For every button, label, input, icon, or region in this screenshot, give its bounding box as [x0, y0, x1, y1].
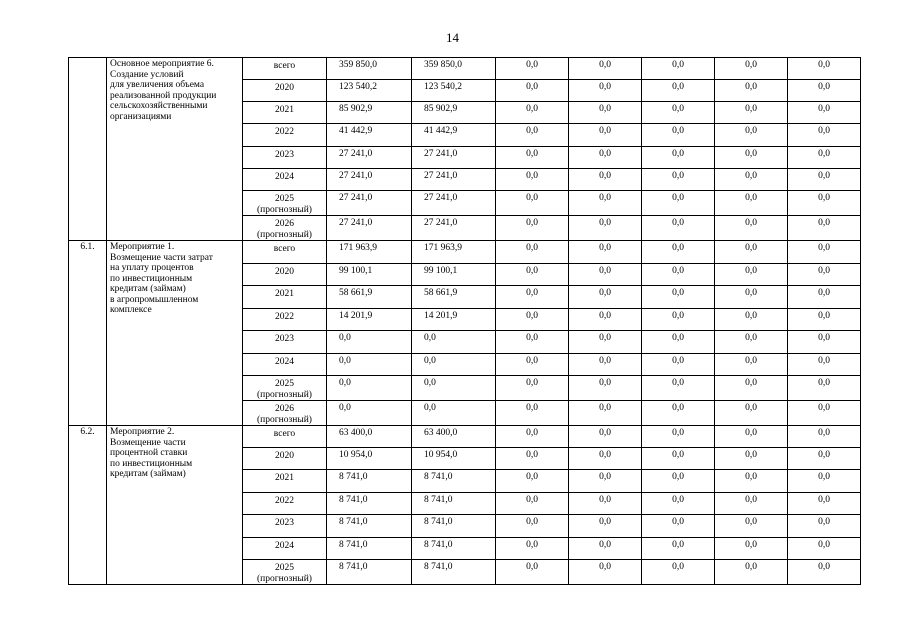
item-name-line: по инвестиционным — [110, 273, 193, 284]
year-cell — [243, 309, 327, 331]
value-cell: 0,0 — [788, 538, 861, 560]
value-cell: 0,0 — [496, 376, 569, 401]
value-cell: 359 850,0 — [327, 58, 412, 80]
value-cell: 0,0 — [496, 493, 569, 515]
value-cell: 0,0 — [569, 354, 642, 376]
year-label: 2025 — [275, 194, 294, 204]
item-name-line: кредитам (займам) — [110, 284, 186, 294]
value-cell: 0,0 — [715, 354, 788, 376]
value-cell: 0,0 — [788, 309, 861, 331]
item-name-line: Мероприятие 1. — [110, 242, 175, 252]
item-name — [107, 241, 243, 426]
forecast-note: (прогнозный) — [257, 204, 312, 215]
value-cell: 0,0 — [496, 191, 569, 216]
year-label: 2021 — [275, 473, 294, 483]
value-cell: 0,0 — [412, 401, 496, 426]
table-row — [69, 241, 861, 264]
value-cell: 171 963,9 — [412, 241, 496, 264]
budget-table — [68, 57, 861, 585]
value-cell: 0,0 — [569, 80, 642, 102]
value-cell: 0,0 — [642, 493, 715, 515]
value-cell: 0,0 — [496, 309, 569, 331]
value-cell: 0,0 — [496, 401, 569, 426]
year-label: 2020 — [275, 267, 294, 277]
value-cell: 0,0 — [569, 191, 642, 216]
year-label: 2021 — [275, 105, 294, 115]
value-cell: 0,0 — [569, 401, 642, 426]
year-cell — [243, 560, 327, 585]
value-cell: 0,0 — [715, 493, 788, 515]
value-cell: 8 741,0 — [327, 538, 412, 560]
year-cell — [243, 80, 327, 102]
value-cell: 27 241,0 — [327, 216, 412, 241]
value-cell: 0,0 — [496, 124, 569, 147]
value-cell: 0,0 — [788, 264, 861, 286]
value-cell: 8 741,0 — [412, 560, 496, 585]
year-label: 2022 — [275, 496, 294, 506]
value-cell: 0,0 — [496, 560, 569, 585]
value-cell: 0,0 — [642, 286, 715, 309]
value-cell: 0,0 — [412, 331, 496, 354]
value-cell: 63 400,0 — [327, 426, 412, 448]
value-cell: 0,0 — [412, 354, 496, 376]
value-cell: 0,0 — [715, 515, 788, 538]
value-cell: 0,0 — [496, 426, 569, 448]
year-label: 2023 — [275, 518, 294, 528]
value-cell: 0,0 — [327, 401, 412, 426]
value-cell: 0,0 — [569, 241, 642, 264]
year-label: 2024 — [275, 541, 294, 551]
value-cell: 0,0 — [715, 191, 788, 216]
year-cell — [243, 216, 327, 241]
value-cell: 41 442,9 — [412, 124, 496, 147]
value-cell: 0,0 — [569, 309, 642, 331]
value-cell: 99 100,1 — [412, 264, 496, 286]
table-row — [69, 426, 861, 448]
value-cell: 0,0 — [327, 376, 412, 401]
value-cell: 8 741,0 — [412, 493, 496, 515]
item-number: 6.1. — [69, 241, 107, 426]
value-cell: 0,0 — [788, 354, 861, 376]
year-cell — [243, 169, 327, 191]
year-label: 2026 — [275, 404, 294, 414]
value-cell: 0,0 — [715, 286, 788, 309]
year-cell — [243, 147, 327, 169]
value-cell: 0,0 — [788, 102, 861, 124]
value-cell: 27 241,0 — [327, 191, 412, 216]
value-cell: 0,0 — [642, 376, 715, 401]
table-row — [69, 58, 861, 80]
value-cell: 0,0 — [642, 560, 715, 585]
value-cell: 0,0 — [788, 286, 861, 309]
value-cell: 0,0 — [715, 309, 788, 331]
value-cell: 58 661,9 — [412, 286, 496, 309]
item-name — [107, 58, 243, 241]
value-cell: 8 741,0 — [327, 493, 412, 515]
year-label: 2020 — [275, 83, 294, 93]
value-cell: 8 741,0 — [327, 470, 412, 493]
value-cell: 0,0 — [788, 80, 861, 102]
item-name-line: Создание условий — [110, 69, 184, 80]
value-cell: 0,0 — [642, 331, 715, 354]
value-cell: 0,0 — [715, 470, 788, 493]
value-cell: 0,0 — [788, 560, 861, 585]
value-cell: 10 954,0 — [412, 448, 496, 470]
value-cell: 0,0 — [496, 102, 569, 124]
value-cell: 0,0 — [788, 241, 861, 264]
value-cell: 0,0 — [642, 147, 715, 169]
value-cell: 63 400,0 — [412, 426, 496, 448]
year-cell — [243, 241, 327, 264]
year-label: 2025 — [275, 563, 294, 573]
forecast-note: (прогнозный) — [257, 573, 312, 584]
item-number: 6.2. — [69, 426, 107, 585]
year-cell — [243, 426, 327, 448]
item-name — [107, 426, 243, 585]
value-cell: 0,0 — [788, 401, 861, 426]
value-cell: 0,0 — [569, 538, 642, 560]
item-name-line: кредитам (займам) — [110, 469, 186, 479]
value-cell: 0,0 — [642, 354, 715, 376]
value-cell: 0,0 — [642, 470, 715, 493]
value-cell: 0,0 — [569, 286, 642, 309]
value-cell: 0,0 — [327, 354, 412, 376]
value-cell: 0,0 — [788, 191, 861, 216]
value-cell: 0,0 — [715, 80, 788, 102]
value-cell: 8 741,0 — [412, 515, 496, 538]
value-cell: 0,0 — [496, 241, 569, 264]
value-cell: 0,0 — [569, 102, 642, 124]
value-cell: 0,0 — [788, 147, 861, 169]
value-cell: 0,0 — [569, 560, 642, 585]
item-name-line: Мероприятие 2. — [110, 427, 175, 437]
value-cell: 27 241,0 — [327, 147, 412, 169]
value-cell: 0,0 — [327, 331, 412, 354]
year-cell — [243, 448, 327, 470]
value-cell: 8 741,0 — [412, 538, 496, 560]
year-cell — [243, 515, 327, 538]
value-cell: 0,0 — [642, 448, 715, 470]
value-cell: 0,0 — [642, 169, 715, 191]
value-cell: 0,0 — [788, 515, 861, 538]
item-name-line: Возмещение части затрат — [110, 252, 213, 263]
year-cell — [243, 191, 327, 216]
item-name-line: на уплату процентов — [110, 263, 194, 273]
value-cell: 0,0 — [715, 401, 788, 426]
value-cell: 0,0 — [788, 448, 861, 470]
value-cell: 0,0 — [569, 331, 642, 354]
value-cell: 0,0 — [569, 169, 642, 191]
value-cell: 8 741,0 — [327, 515, 412, 538]
value-cell: 0,0 — [569, 216, 642, 241]
value-cell: 0,0 — [715, 124, 788, 147]
value-cell: 0,0 — [496, 80, 569, 102]
value-cell: 0,0 — [496, 58, 569, 80]
value-cell: 0,0 — [569, 58, 642, 80]
value-cell: 123 540,2 — [327, 80, 412, 102]
year-label: 2024 — [275, 172, 294, 182]
value-cell: 0,0 — [788, 493, 861, 515]
year-cell — [243, 264, 327, 286]
value-cell: 8 741,0 — [412, 470, 496, 493]
value-cell: 27 241,0 — [412, 147, 496, 169]
value-cell: 0,0 — [642, 264, 715, 286]
value-cell: 0,0 — [569, 470, 642, 493]
value-cell: 85 902,9 — [412, 102, 496, 124]
value-cell: 99 100,1 — [327, 264, 412, 286]
year-label: всего — [273, 429, 296, 439]
value-cell: 14 201,9 — [327, 309, 412, 331]
value-cell: 0,0 — [715, 376, 788, 401]
value-cell: 0,0 — [715, 102, 788, 124]
value-cell: 0,0 — [496, 264, 569, 286]
value-cell: 27 241,0 — [412, 216, 496, 241]
value-cell: 0,0 — [788, 331, 861, 354]
year-label: 2026 — [275, 219, 294, 229]
item-name-line: в агропромышленном — [110, 294, 199, 305]
value-cell: 0,0 — [642, 216, 715, 241]
item-name-line: Основное мероприятие 6. — [110, 59, 214, 69]
year-cell — [243, 354, 327, 376]
value-cell: 85 902,9 — [327, 102, 412, 124]
year-cell — [243, 470, 327, 493]
value-cell: 0,0 — [642, 309, 715, 331]
value-cell: 0,0 — [569, 147, 642, 169]
value-cell: 0,0 — [642, 515, 715, 538]
value-cell: 0,0 — [569, 376, 642, 401]
page-number: 14 — [446, 30, 459, 45]
year-cell — [243, 376, 327, 401]
item-name-line: организациями — [110, 111, 172, 122]
year-label: 2021 — [275, 289, 294, 299]
value-cell: 0,0 — [569, 493, 642, 515]
value-cell: 0,0 — [496, 147, 569, 169]
year-label: 2025 — [275, 379, 294, 389]
value-cell: 0,0 — [788, 470, 861, 493]
forecast-note: (прогнозный) — [257, 389, 312, 400]
value-cell: 0,0 — [715, 560, 788, 585]
value-cell: 58 661,9 — [327, 286, 412, 309]
value-cell: 0,0 — [788, 216, 861, 241]
value-cell: 0,0 — [496, 169, 569, 191]
value-cell: 0,0 — [715, 58, 788, 80]
value-cell: 0,0 — [715, 216, 788, 241]
value-cell: 0,0 — [715, 264, 788, 286]
item-name-line: сельскохозяйственными — [110, 101, 208, 111]
year-label: 2023 — [275, 150, 294, 160]
value-cell: 0,0 — [496, 216, 569, 241]
value-cell: 27 241,0 — [412, 191, 496, 216]
year-cell — [243, 493, 327, 515]
year-label: 2022 — [275, 312, 294, 322]
item-number — [69, 58, 107, 241]
item-name-line: процентной ставки — [110, 448, 188, 458]
value-cell: 0,0 — [569, 448, 642, 470]
value-cell: 27 241,0 — [327, 169, 412, 191]
value-cell: 123 540,2 — [412, 80, 496, 102]
value-cell: 0,0 — [496, 448, 569, 470]
value-cell: 0,0 — [715, 147, 788, 169]
forecast-note: (прогнозный) — [257, 229, 312, 240]
value-cell: 0,0 — [496, 470, 569, 493]
value-cell: 359 850,0 — [412, 58, 496, 80]
value-cell: 0,0 — [642, 241, 715, 264]
value-cell: 0,0 — [715, 169, 788, 191]
value-cell: 0,0 — [788, 426, 861, 448]
value-cell: 0,0 — [715, 241, 788, 264]
value-cell: 0,0 — [496, 286, 569, 309]
year-label: 2023 — [275, 334, 294, 344]
item-name-line: для увеличения объема — [110, 80, 205, 90]
value-cell: 0,0 — [569, 515, 642, 538]
year-label: всего — [273, 61, 296, 71]
year-cell — [243, 58, 327, 80]
value-cell: 0,0 — [715, 426, 788, 448]
year-cell — [243, 401, 327, 426]
value-cell: 0,0 — [642, 102, 715, 124]
value-cell: 0,0 — [569, 426, 642, 448]
year-cell — [243, 331, 327, 354]
year-cell — [243, 538, 327, 560]
year-cell — [243, 124, 327, 147]
value-cell: 0,0 — [642, 124, 715, 147]
value-cell: 41 442,9 — [327, 124, 412, 147]
value-cell: 0,0 — [642, 191, 715, 216]
forecast-note: (прогнозный) — [257, 414, 312, 425]
value-cell: 0,0 — [715, 331, 788, 354]
year-label: 2020 — [275, 451, 294, 461]
value-cell: 0,0 — [642, 426, 715, 448]
value-cell: 0,0 — [715, 538, 788, 560]
item-name-line: по инвестиционным — [110, 458, 193, 469]
value-cell: 8 741,0 — [327, 560, 412, 585]
value-cell: 0,0 — [496, 538, 569, 560]
value-cell: 14 201,9 — [412, 309, 496, 331]
year-label: 2022 — [275, 127, 294, 137]
value-cell: 0,0 — [788, 169, 861, 191]
item-name-line: реализованной продукции — [110, 90, 217, 101]
value-cell: 27 241,0 — [412, 169, 496, 191]
value-cell: 0,0 — [412, 376, 496, 401]
value-cell: 0,0 — [642, 58, 715, 80]
value-cell: 0,0 — [642, 538, 715, 560]
value-cell: 0,0 — [788, 376, 861, 401]
value-cell: 0,0 — [642, 80, 715, 102]
year-label: 2024 — [275, 357, 294, 367]
value-cell: 0,0 — [788, 58, 861, 80]
value-cell: 0,0 — [496, 331, 569, 354]
value-cell: 171 963,9 — [327, 241, 412, 264]
item-name-line: Возмещение части — [110, 437, 186, 448]
year-cell — [243, 102, 327, 124]
value-cell: 0,0 — [569, 264, 642, 286]
item-name-line: комплексе — [110, 305, 152, 315]
value-cell: 0,0 — [496, 354, 569, 376]
year-label: всего — [273, 244, 296, 254]
value-cell: 0,0 — [496, 515, 569, 538]
year-cell — [243, 286, 327, 309]
value-cell: 0,0 — [642, 401, 715, 426]
value-cell: 0,0 — [715, 448, 788, 470]
value-cell: 0,0 — [788, 124, 861, 147]
value-cell: 0,0 — [569, 124, 642, 147]
value-cell: 10 954,0 — [327, 448, 412, 470]
